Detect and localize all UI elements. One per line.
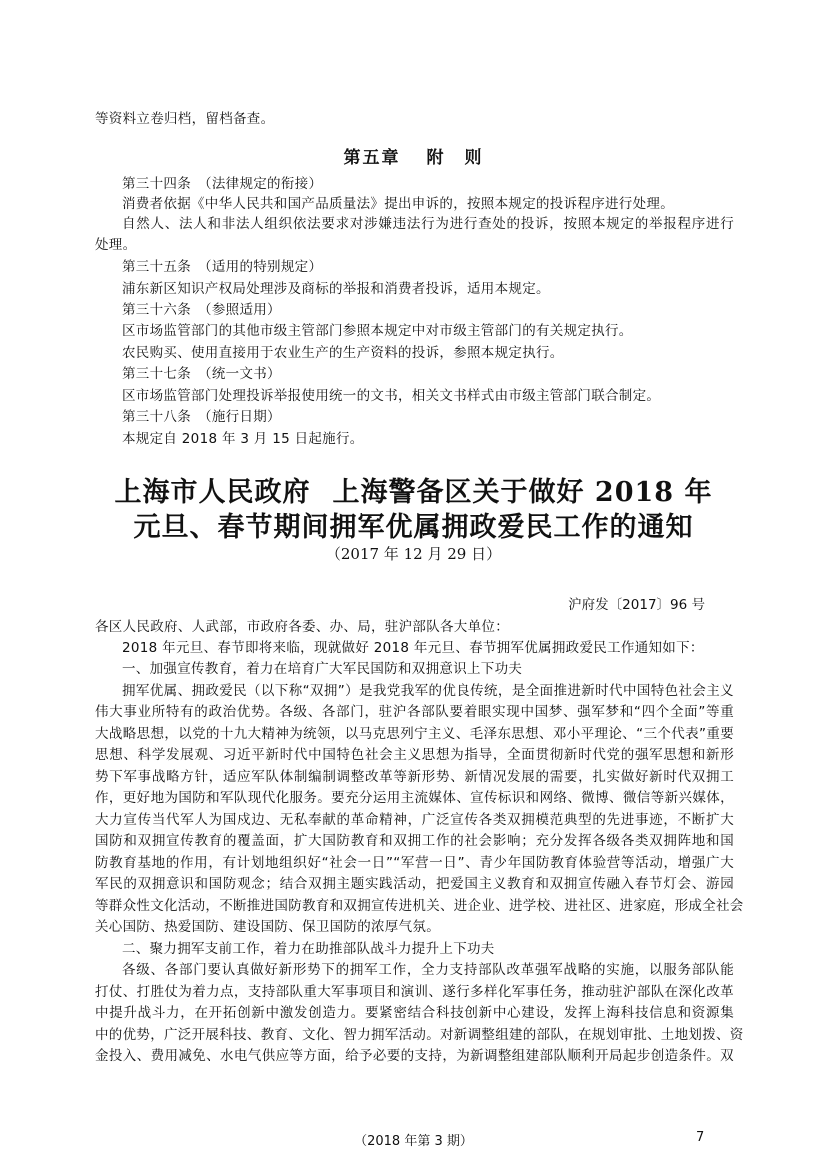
section-heading: 二、聚力拥军支前工作，着力在助推部队战斗力提升上下功夫 [122,941,495,957]
article-heading: 第三十四条 （法律规定的衔接） [122,176,323,192]
article-text: 处理。 [95,237,137,253]
body-paragraph-line: 大力宣传当代军人为国戍边、无私奉献的革命精神，广泛宣传各类双拥模范典型的先进事迹，不断扩大 [95,812,734,828]
body-paragraph-line: 军民的双拥意识和国防观念；结合双拥主题实践活动，把爱国主义教育和双拥宣传融入春节灯会、游园 [95,876,734,892]
article-text: 消费者依据《中华人民共和国产品质量法》提出申诉的，按照本规定的投诉程序进行处理。 [122,196,674,212]
addressee-line: 各区人民政府、人武部，市政府各委、办、局，驻沪部队各大单位： [95,619,509,635]
section-heading: 一、加强宣传教育，着力在培育广大军民国防和双拥意识上下功夫 [122,661,523,677]
body-paragraph-line: 2018 年元旦、春节即将来临，现就做好 2018 年元旦、春节拥军优属拥政爱民工作通知如下： [122,640,704,656]
article-text: 自然人、法人和非法人组织依法要求对涉嫌违法行为进行查处的投诉，按照本规定的举报程序进行 [122,216,734,232]
body-paragraph-line: 势下军事战略方针，适应军队体制编制调整改革等新形势、新情况发展的需要，扎实做好新时代双拥工 [95,769,734,785]
article-heading: 第三十六条 （参照适用） [122,302,281,318]
body-paragraph-line: 思想、科学发展观、习近平新时代中国特色社会主义思想为指导，全面贯彻新时代党的强军思想和新形 [95,747,734,763]
title-part-a: 上海市人民政府 [114,477,311,508]
body-paragraph-line: 拥军优属、拥政爱民（以下称“双拥”）是我党我军的优良传统，是全面推进新时代中国特色社会主义 [122,683,734,699]
article-heading: 第三十八条 （施行日期） [122,409,281,425]
notice-title-line-2: 元旦、春节期间拥军优属拥政爱民工作的通知 [133,512,694,543]
body-paragraph-line: 关心国防、热爱国防、建设国防、保卫国防的浓厚气氛。 [95,919,440,935]
article-heading: 第三十五条 （适用的特别规定） [122,259,323,275]
body-paragraph-line: 防教育基地的作用，有计划地组织好“社会一日”“军营一日”、青少年国防教育体验营等活动，增强广大 [95,855,734,871]
notice-title-line-1 [0,476,827,510]
body-paragraph-line: 作，更好地为国防和军队现代化服务。要充分运用主流媒体、宣传标识和网络、微博、微信等新兴媒体， [95,790,734,806]
article-text: 本规定自 2018 年 3 月 15 日起施行。 [122,431,364,447]
body-paragraph-line: 打仗、打胜仗为着力点，支持部队重大军事项目和演训、遂行多样化军事任务，推动驻沪部队在深化改革 [95,984,734,1000]
chapter-heading [0,143,827,168]
previous-text-line: 等资料立卷归档，留档备查。 [95,111,275,127]
body-paragraph-line: 伟大事业所特有的政治优势。各级、各部门，驻沪各部队要着眼实现中国梦、强军梦和“四个全面”等重 [95,704,734,720]
article-text: 区市场监管部门处理投诉举报使用统一的文书，相关文书样式由市级主管部门联合制定。 [122,388,661,404]
body-paragraph-line: 金投入、费用减免、水电气供应等方面，给予必要的支持，为新调整组建部队顺利开局起步创造条件。双 [95,1048,734,1064]
article-text: 区市场监管部门的其他市级主管部门参照本规定中对市级主管部门的有关规定执行。 [122,323,633,339]
body-paragraph-line: 等群众性文化活动，不断推进国防教育和双拥宣传进机关、进企业、进学校、进社区、进家庭，形成全社会 [95,898,744,914]
page-number: 7 [696,1130,705,1145]
article-text: 浦东新区知识产权局处理涉及商标的举报和消费者投诉，适用本规定。 [122,281,550,297]
chapter-name: 附 则 [426,148,484,168]
body-paragraph-line: 国防和双拥宣传教育的覆盖面，扩大国防教育和双拥工作的社会影响；充分发挥各级各类双拥阵地和国 [95,833,734,849]
article-heading: 第三十七条 （统一文书） [122,366,281,382]
article-text: 农民购买、使用直接用于农业生产的生产资料的投诉，参照本规定执行。 [122,345,564,361]
body-paragraph-line: 各级、各部门要认真做好新形势下的拥军工作，全力支持部队改革强军战略的实施，以服务部队能 [122,962,734,978]
body-paragraph-line: 中的优势，广泛开展科技、教育、文化、智力拥军活动。对新调整组建的部队，在规划审批、土地划拨、资 [95,1027,744,1043]
title-part-b: 上海警备区关于做好 2018 年 [332,477,713,508]
body-paragraph-line: 大战略思想，以党的十九大精神为统领，以马克思列宁主义、毛泽东思想、邓小平理论、“三个代表”重要 [95,726,734,742]
footer-issue: （2018 年第 3 期） [354,1134,473,1149]
chapter-label: 第五章 [343,148,401,168]
body-paragraph-line: 中提升战斗力，在开拓创新中激发创造力。要紧密结合科技创新中心建设，发挥上海科技信息和资源集 [95,1005,734,1021]
document-number: 沪府发〔2017〕96 号 [568,597,705,613]
notice-date: （2017 年 12 月 29 日） [325,545,502,563]
